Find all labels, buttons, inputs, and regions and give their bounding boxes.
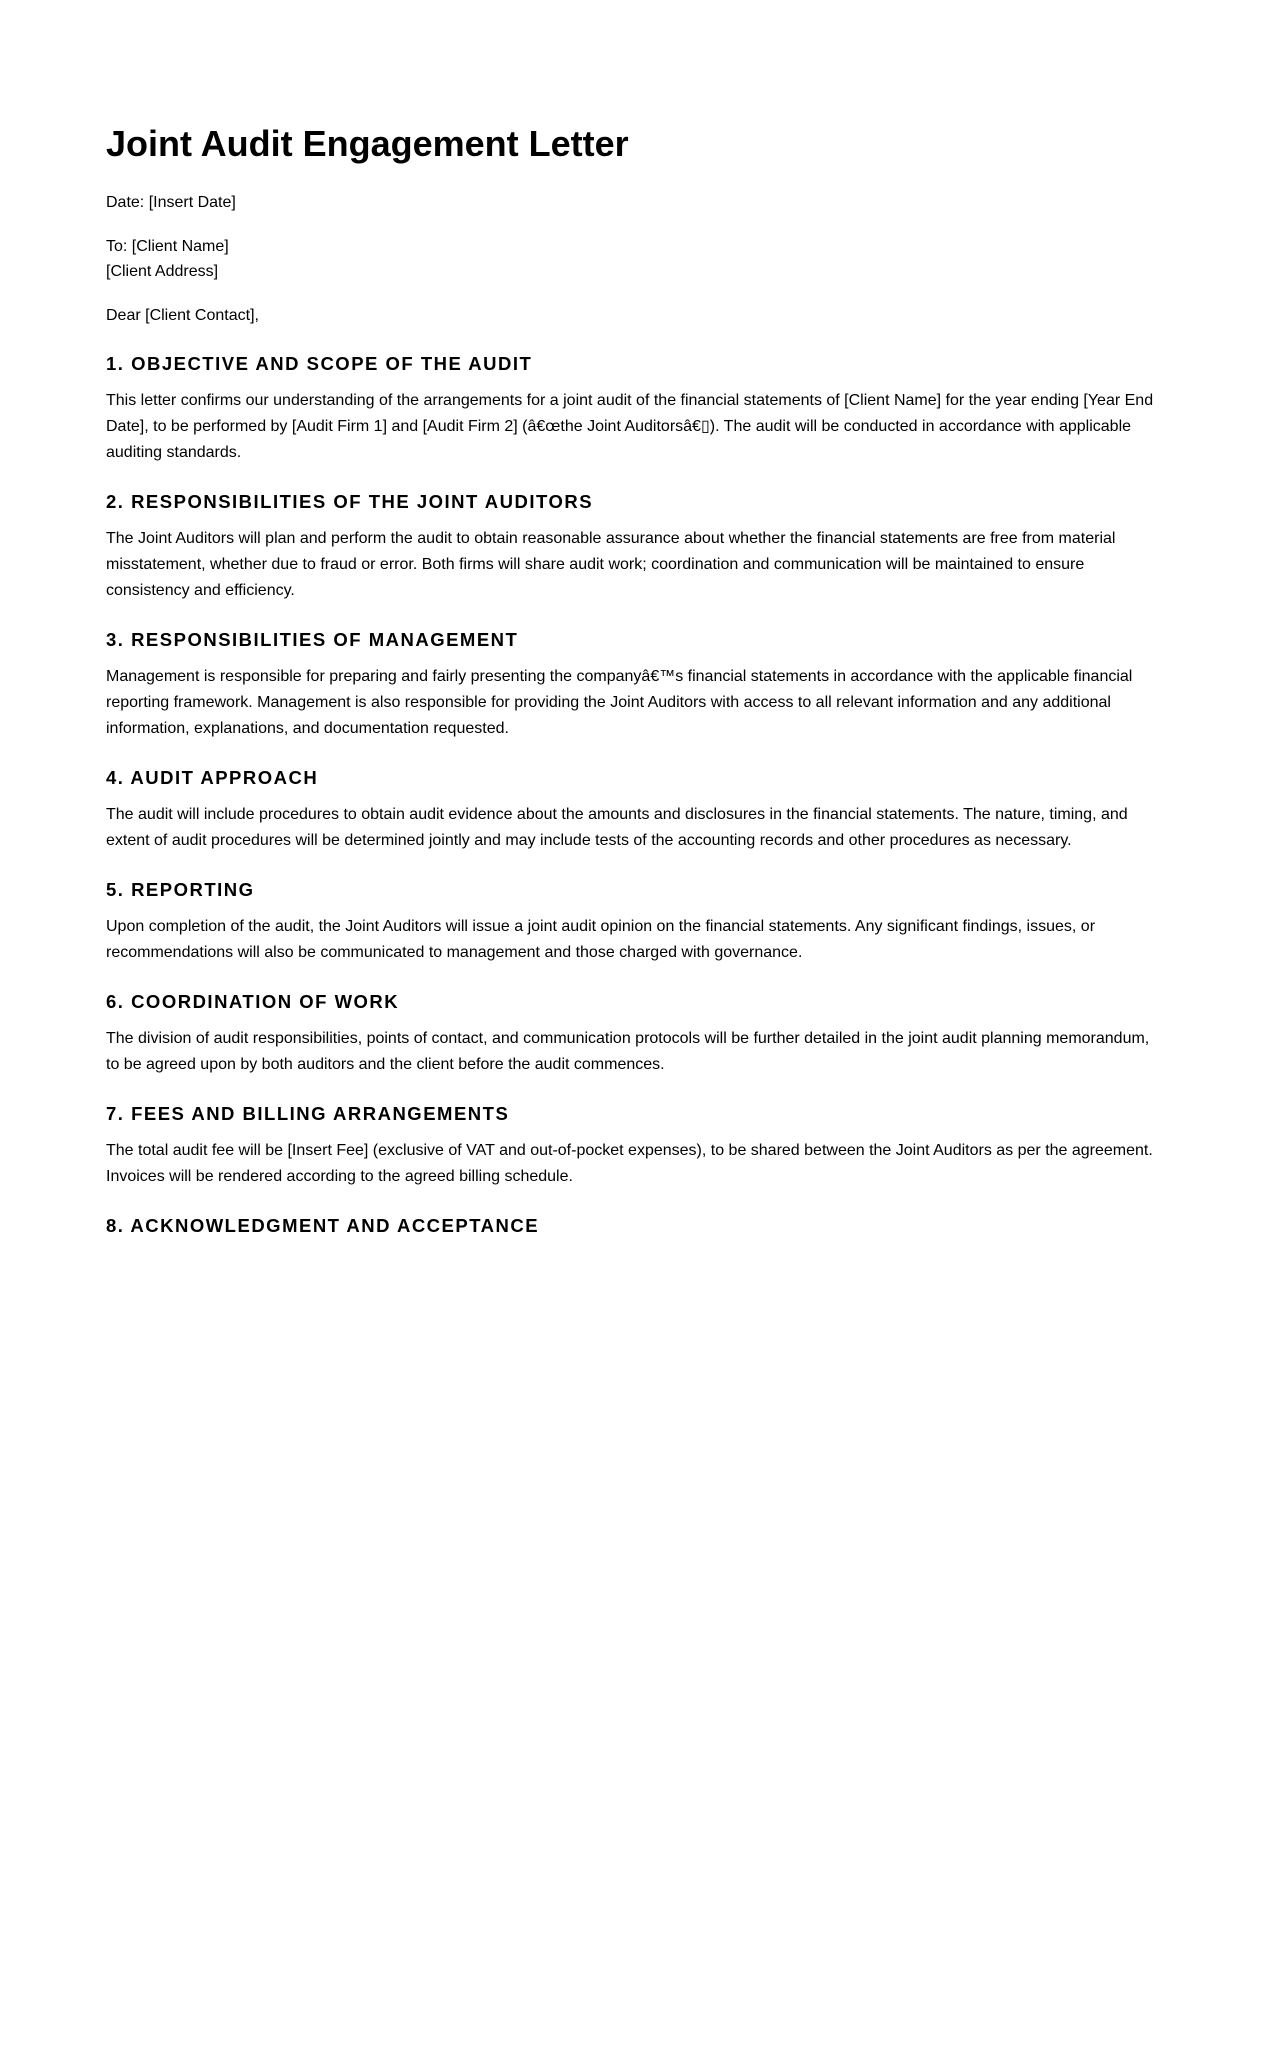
section-8 (106, 1212, 1166, 1240)
recipient-name-line: To: [Client Name] (106, 238, 229, 255)
section-body: Upon completion of the audit, the Joint Auditors will issue a joint audit opinion on the financial statements. Any significant findings, issues, or recommendations will also be communicated to management and those charged with governance. (106, 918, 1096, 961)
section-heading: 3. RESPONSIBILITIES OF MANAGEMENT (106, 629, 519, 650)
section-3 (106, 626, 1166, 742)
document-title: Joint Audit Engagement Letter (106, 123, 629, 164)
recipient-block (106, 234, 1166, 284)
section-5 (106, 876, 1166, 966)
section-body: The audit will include procedures to obtain audit evidence about the amounts and disclosures in the financial statements. The nature, timing, and extent of audit procedures will be determined jointly and may include tests of the accounting records and other procedures as necessary. (106, 806, 1128, 849)
recipient-address-line: [Client Address] (106, 263, 219, 280)
section-heading: 4. AUDIT APPROACH (106, 767, 319, 788)
section-body: The total audit fee will be [Insert Fee] (exclusive of VAT and out-of-pocket expenses), to be shared between the Joint Auditors as per the agreement. Invoices will be rendered according to the agreed billing schedule. (106, 1142, 1153, 1185)
section-7 (106, 1100, 1166, 1190)
section-4 (106, 764, 1166, 854)
section-heading: 2. RESPONSIBILITIES OF THE JOINT AUDITORS (106, 491, 594, 512)
section-2 (106, 488, 1166, 604)
section-heading: 7. FEES AND BILLING ARRANGEMENTS (106, 1103, 510, 1124)
section-6 (106, 988, 1166, 1078)
section-heading: 5. REPORTING (106, 879, 255, 900)
letter-document (106, 118, 1166, 1250)
section-body: This letter confirms our understanding of the arrangements for a joint audit of the financial statements of [Client Name] for the year ending [Year End Date], to be performed by [Audit Firm 1] and [Audit Firm 2] (â€œthe Joint Auditorsâ€▯). The audit will be conducted in accordance with applicable auditing standards. (106, 392, 1154, 461)
section-body: Management is responsible for preparing and fairly presenting the companyâ€™s financial statements in accordance with the applicable financial reporting framework. Management is also responsible for providing the Joint Auditors with access to all relevant information and any additional information, explanations, and documentation requested. (106, 668, 1133, 737)
section-1 (106, 350, 1166, 466)
date-line: Date: [Insert Date] (106, 194, 236, 211)
section-body: The Joint Auditors will plan and perform the audit to obtain reasonable assurance about whether the financial statements are free from material misstatement, whether due to fraud or error. Both firms will share audit work; coordination and communication will be maintained to ensure consistency and efficiency. (106, 530, 1116, 599)
section-heading: 8. ACKNOWLEDGMENT AND ACCEPTANCE (106, 1215, 540, 1236)
salutation-block (106, 303, 1166, 328)
section-heading: 6. COORDINATION OF WORK (106, 991, 400, 1012)
date-block (106, 190, 1166, 215)
section-body: The division of audit responsibilities, points of contact, and communication protocols will be further detailed in the joint audit planning memorandum, to be agreed upon by both auditors and the client before the audit commences. (106, 1030, 1150, 1073)
section-heading: 1. OBJECTIVE AND SCOPE OF THE AUDIT (106, 353, 533, 374)
salutation: Dear [Client Contact], (106, 307, 259, 324)
